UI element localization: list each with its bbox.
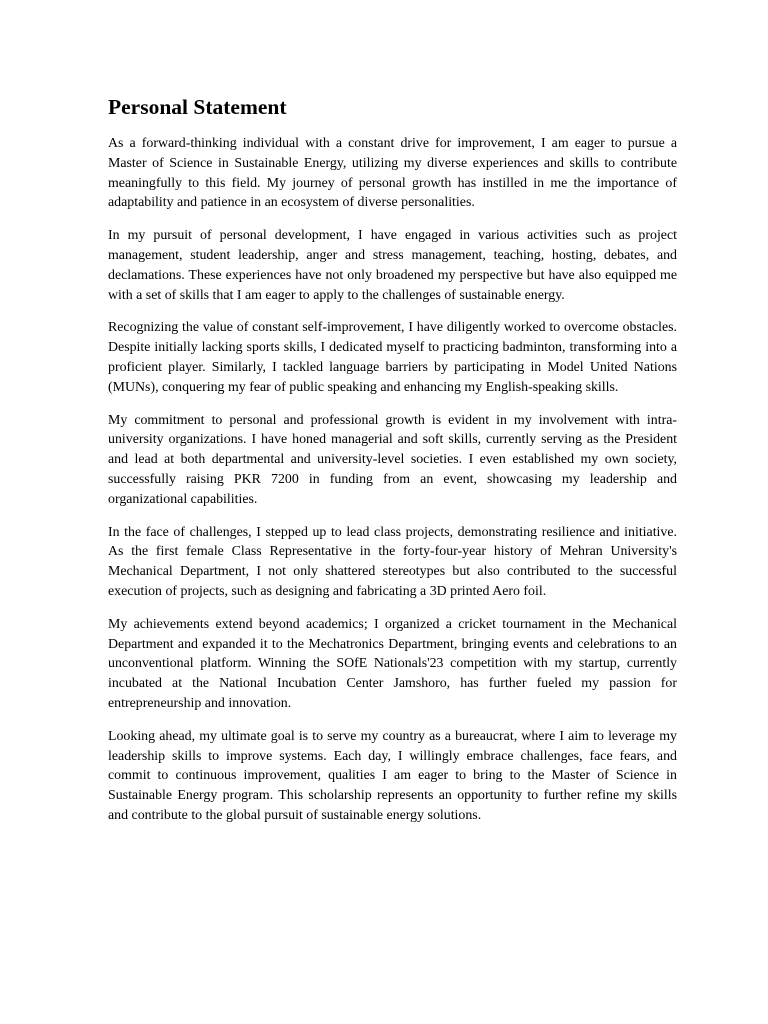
document-body <box>108 92 677 839</box>
paragraph-challenges: In the face of challenges, I stepped up to lead class projects, demonstrating resilience and initiative. As the first female Class Representative in the forty-four-year history of Mehran University's Mechanical Department, I not only shattered stereotypes but also contributed to the successful execution of projects, such as designing and fabricating a 3D printed Aero foil. <box>108 524 677 599</box>
paragraph-achievements: My achievements extend beyond academics; I organized a cricket tournament in the Mechanical Department and expanded it to the Mechatronics Department, bringing events and celebrations to an unconventional platform. Winning the SOfE Nationals'23 competition with my startup, currently incubated at the National Incubation Center Jamshoro, has further fueled my passion for entrepreneurship and innovation. <box>108 616 677 711</box>
paragraph-self-improvement: Recognizing the value of constant self-improvement, I have diligently worked to overcome obstacles. Despite initially lacking sports skills, I dedicated myself to practicing badminton, transforming into a proficient player. Similarly, I tackled language barriers by participating in Model United Nations (MUNs), conquering my fear of public speaking and enhancing my English-speaking skills. <box>108 320 677 395</box>
paragraph-growth: My commitment to personal and professional growth is evident in my involvement with intra-university organizations. I have honed managerial and soft skills, currently serving as the President and lead at both departmental and university-level societies. I even established my own society, successfully raising PKR 7200 in funding from an event, showcasing my leadership and organizational capabilities. <box>108 412 677 507</box>
document-title: Personal Statement <box>108 95 287 119</box>
paragraph-goals: Looking ahead, my ultimate goal is to serve my country as a bureaucrat, where I aim to leverage my leadership skills to improve systems. Each day, I willingly embrace challenges, face fears, and commit to continuous improvement, qualities I am eager to bring to the Master of Science in Sustainable Energy program. This scholarship represents an opportunity to further refine my skills and contribute to the global pursuit of sustainable energy solutions. <box>108 728 677 823</box>
paragraph-personal-development: In my pursuit of personal development, I have engaged in various activities such as project management, student leadership, anger and stress management, teaching, hosting, debates, and declamations. These experiences have not only broadened my perspective but have also equipped me with a set of skills that I am eager to apply to the challenges of sustainable energy. <box>108 228 677 303</box>
paragraph-intro: As a forward-thinking individual with a constant drive for improvement, I am eager to pursue a Master of Science in Sustainable Energy, utilizing my diverse experiences and skills to contribute meaningfully to this field. My journey of personal growth has instilled in me the importance of adaptability and patience in an ecosystem of diverse personalities. <box>108 136 677 211</box>
